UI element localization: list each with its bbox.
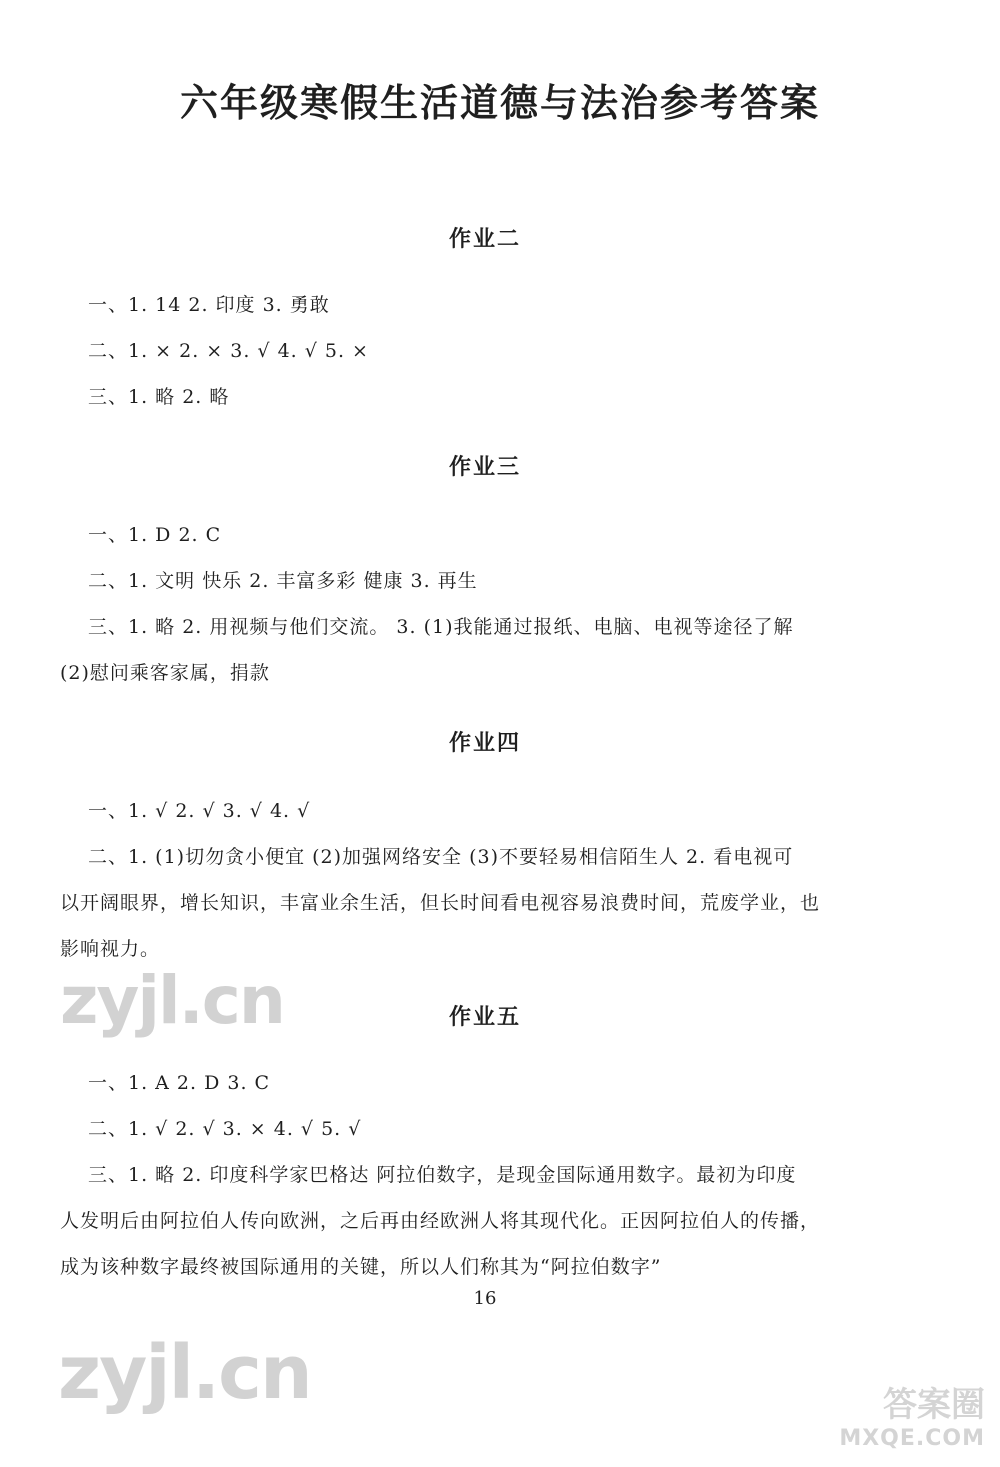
answer-line: 成为该种数字最终被国际通用的关键，所以人们称其为“阿拉伯数字” xyxy=(60,1256,662,1278)
answer-line: 二、1. 文明 快乐 2. 丰富多彩 健康 3. 再生 xyxy=(88,570,478,592)
answer-line: (2)慰问乘客家属，捐款 xyxy=(60,662,270,684)
watermark-logo-domain: MXQE.COM xyxy=(839,1426,985,1451)
answer-line: 二、1. (1)切勿贪小便宜 (2)加强网络安全 (3)不要轻易相信陌生人 2. 看电视可 xyxy=(88,846,794,868)
watermark-site-text: zyjl.cn xyxy=(58,1330,311,1416)
watermark-logo-text: 答案圈 xyxy=(883,1385,985,1425)
answer-line: 一、1. D 2. C xyxy=(88,524,222,546)
answer-line: 影响视力。 xyxy=(60,938,161,960)
section-heading-3: 作业三 xyxy=(448,454,521,480)
watermark-logo xyxy=(825,1385,985,1460)
answer-line: 一、1. 14 2. 印度 3. 勇敢 xyxy=(88,294,330,316)
answer-line: 二、1. √ 2. √ 3. × 4. √ 5. √ xyxy=(88,1118,362,1140)
answer-line: 三、1. 略 2. 印度科学家巴格达 阿拉伯数字，是现金国际通用数字。最初为印度 xyxy=(88,1164,797,1186)
answer-line: 三、1. 略 2. 用视频与他们交流。 3. (1)我能通过报纸、电脑、电视等途径了解 xyxy=(88,616,794,638)
watermark-site-text: zyjl.cn xyxy=(60,962,284,1039)
section-heading-5: 作业五 xyxy=(448,1004,521,1030)
answer-line: 一、1. A 2. D 3. C xyxy=(88,1072,271,1094)
answer-line: 以开阔眼界，增长知识，丰富业余生活，但长时间看电视容易浪费时间，荒废学业，也 xyxy=(60,892,821,914)
answer-line: 人发明后由阿拉伯人传向欧洲，之后再由经欧洲人将其现代化。正因阿拉伯人的传播， xyxy=(60,1210,821,1232)
answer-line: 一、1. √ 2. √ 3. √ 4. √ xyxy=(88,800,311,822)
page-number: 16 xyxy=(473,1288,497,1309)
answer-line: 二、1. × 2. × 3. √ 4. √ 5. × xyxy=(88,340,369,362)
section-heading-2: 作业二 xyxy=(448,226,521,252)
answer-line: 三、1. 略 2. 略 xyxy=(88,386,230,408)
document-title: 六年级寒假生活道德与法治参考答案 xyxy=(179,80,820,125)
section-heading-4: 作业四 xyxy=(448,730,521,756)
